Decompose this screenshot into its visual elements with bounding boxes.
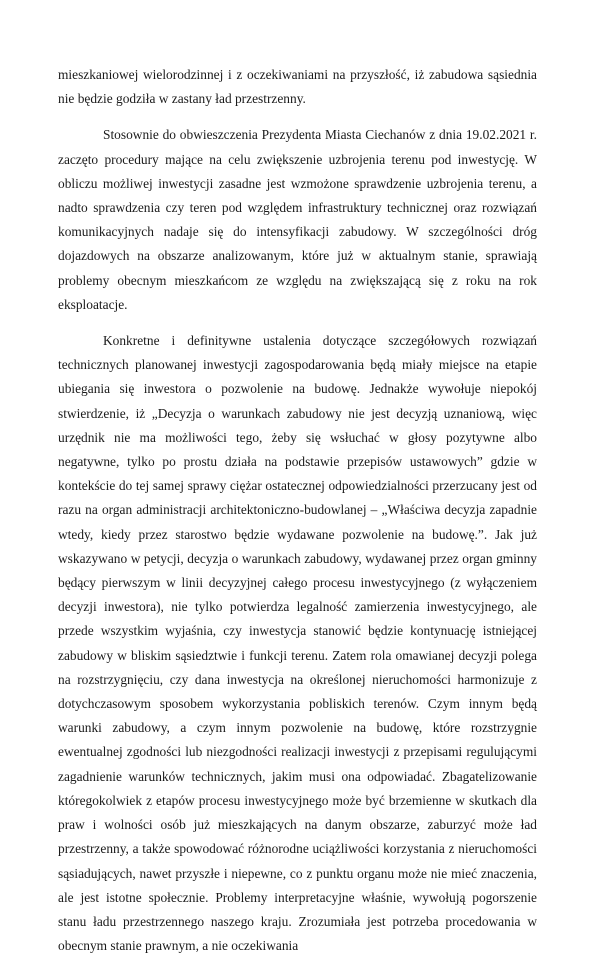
paragraph-continuation: mieszkaniowej wielorodzinnej i z oczekiwaniami na przyszłość, iż zabudowa sąsiednia nie będzie godziła w zastany ład przestrzenny. (58, 67, 537, 107)
document-body (58, 63, 537, 958)
paragraph-ustalenia: Konkretne i definitywne ustalenia dotyczące szczegółowych rozwiązań technicznych planowanej inwestycji zagospodarowania będą miały miejsce na etapie ubiegania się inwestora o pozwolenie na budowę. Jednakże wywołuje niepokój stwierdzenie, iż „Decyzja o warunkach zabudowy nie jest decyzją uznaniową, więc urzędnik nie ma możliwości tego, żeby się wsłuchać w głosy pozytywne albo negatywne, tylko po prostu działa na podstawie przepisów ustawowych” gdzie w kontekście do tej samej sprawy ciężar ostatecznej odpowiedzialności przerzucany jest od razu na organ administracji architektoniczno-budowlanej – „Właściwa decyzja zapadnie wtedy, kiedy przez starostwo będzie wydawane pozwolenie na budowę.”. Jak już wskazywano w petycji, decyzja o warunkach zabudowy, wydawanej przez organ gminny będący pierwszym w linii decyzyjnej całego procesu inwestycyjnego (z wyłączeniem decyzji inwestora), nie tylko potwierdza legalność zamierzenia inwestycyjnego, ale przede wszystkim wyjaśnia, czy inwestycja stanowić będzie kontynuację istniejącej zabudowy w bliskim sąsiedztwie i funkcji terenu. Zatem rola omawianej decyzji polega na rozstrzygnięciu, czy dana inwestycja na określonej nieruchomości harmonizuje z dotychczasowym sposobem wykorzystania pobliskich terenów. Czym innym będą warunki zabudowy, a czym innym pozwolenie na budowę, które rozstrzygnie ewentualnej zgodności lub niezgodności realizacji inwestycji z przepisami regulującymi zagadnienie warunków technicznych, jakim musi ona odpowiadać. Zbagatelizowanie któregokolwiek z etapów procesu inwestycyjnego może być brzemienne w skutkach dla praw i wolności osób już mieszkających na danym obszarze, zaburzyć może ład przestrzenny, a także spowodować różnorodne uciążliwości korzystania z nieruchomości sąsiadujących, nawet przyszłe i niepewne, co z punktu organu może nie mieć znaczenia, ale jest istotne społecznie. Problemy interpretacyjne właśnie, wywołują pogorszenie stanu ładu przestrzennego naszego kraju. Zrozumiała jest potrzeba procedowania w obecnym stanie prawnym, a nie oczekiwania (58, 333, 537, 954)
paragraph-obwieszczenie: Stosownie do obwieszczenia Prezydenta Miasta Ciechanów z dnia 19.02.2021 r. zaczęto procedury mające na celu zwiększenie uzbrojenia terenu pod inwestycję. W obliczu możliwej inwestycji zasadne jest wzmożone sprawdzenie uzbrojenia terenu, a nadto sprawdzenia czy teren pod względem infrastruktury technicznej oraz rozwiązań komunikacyjnych nadaje się do intensyfikacji zabudowy. W szczególności dróg dojazdowych na obszarze analizowanym, które już w aktualnym stanie, sprawiają problemy obecnym mieszkańcom ze względu na zwiększającą się z roku na rok eksploatacje. (58, 127, 537, 312)
